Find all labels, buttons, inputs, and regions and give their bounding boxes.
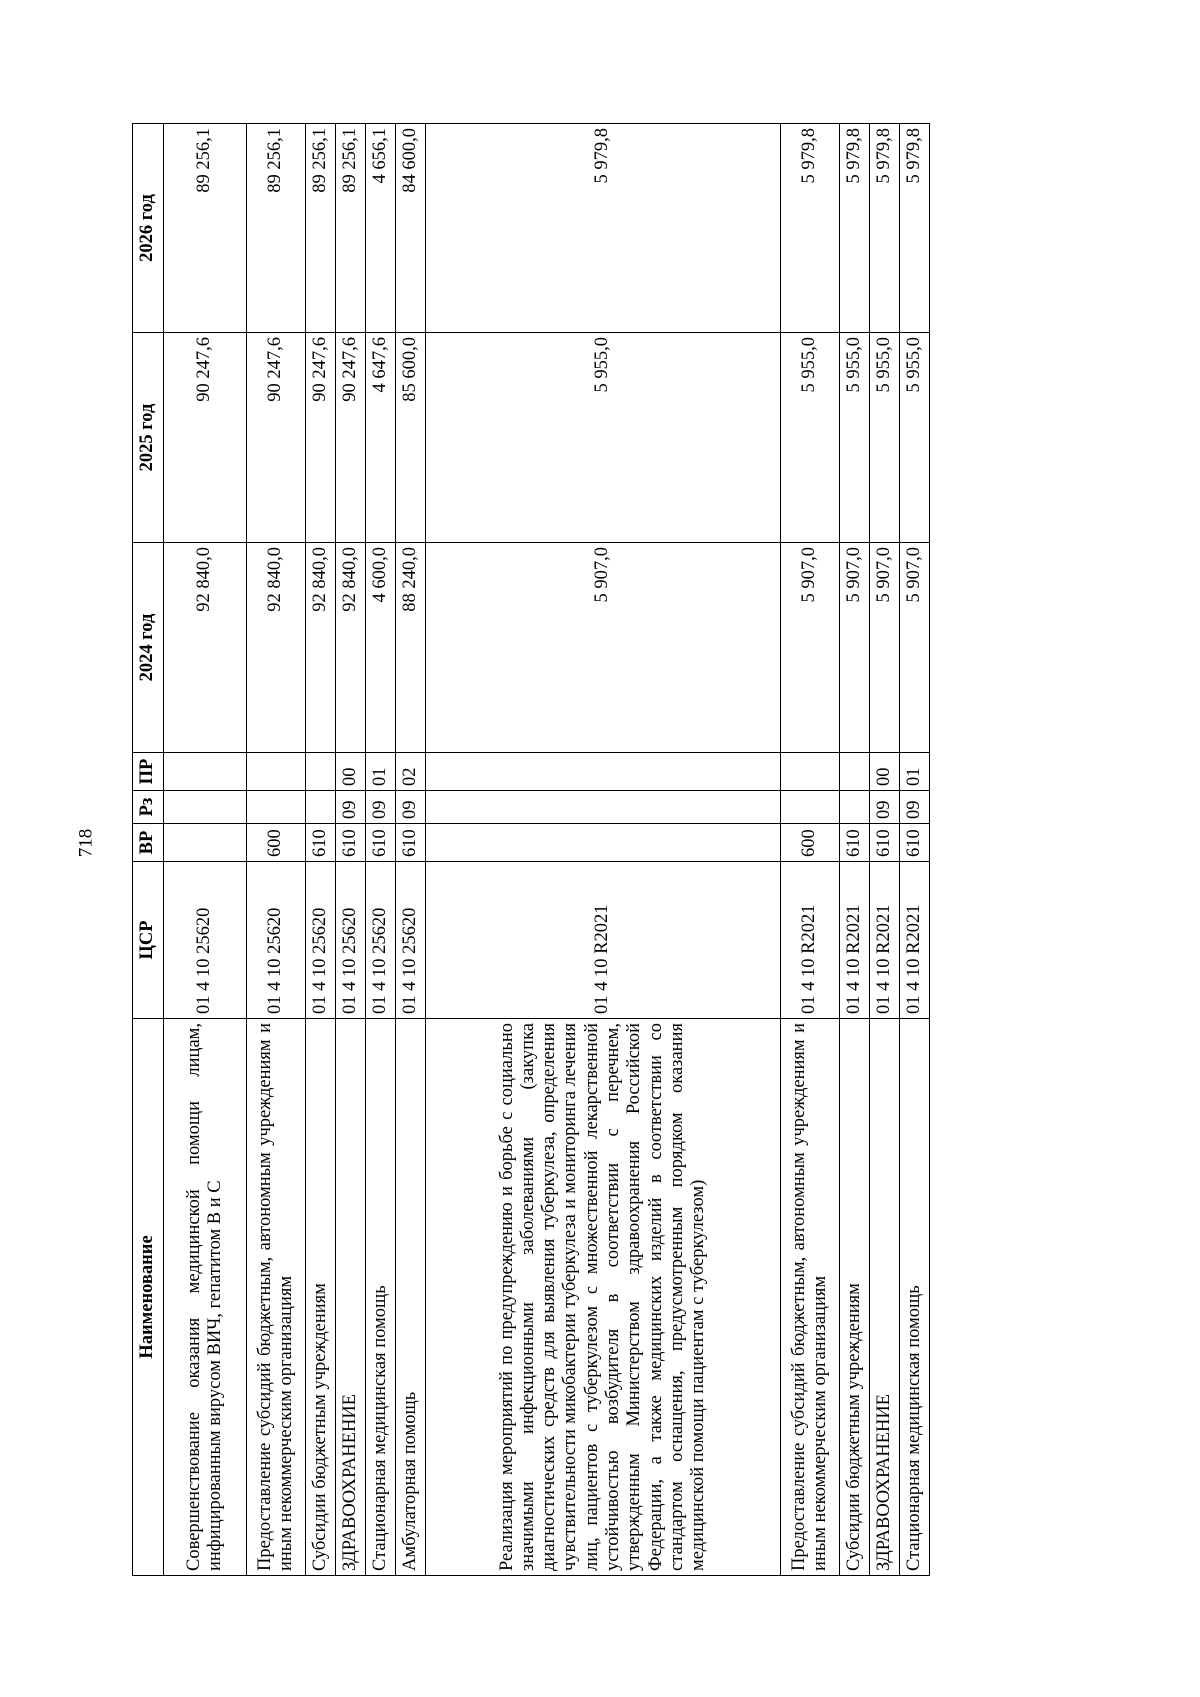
page-number: 718 — [75, 828, 97, 858]
row-2026: 5 979,8 — [870, 124, 900, 333]
table-row — [336, 124, 366, 1576]
row-pr: 01 — [366, 753, 396, 791]
table-row — [164, 124, 247, 1576]
row-csr: 01 4 10 R2021 — [426, 862, 781, 1019]
row-csr: 01 4 10 R2021 — [900, 862, 930, 1019]
row-pr — [306, 753, 336, 791]
table-row — [366, 124, 396, 1576]
row-vr: 610 — [336, 824, 366, 862]
header-2026: 2026 год — [133, 124, 164, 333]
header-name: Наименование — [133, 1019, 164, 1576]
table-row — [870, 124, 900, 1576]
row-vr: 610 — [870, 824, 900, 862]
row-name: Предоставление субсидий бюджетным, автономным учреждениям и иным некоммерческим организациям — [247, 1019, 306, 1576]
row-vr: 610 — [840, 824, 870, 862]
row-vr: 610 — [306, 824, 336, 862]
row-csr: 01 4 10 R2021 — [870, 862, 900, 1019]
row-vr: 610 — [396, 824, 426, 862]
row-2026: 5 979,8 — [426, 124, 781, 333]
row-2024: 92 840,0 — [336, 543, 366, 753]
row-rz: 09 — [366, 791, 396, 824]
row-2024: 88 240,0 — [396, 543, 426, 753]
row-pr — [426, 753, 781, 791]
table-row — [781, 124, 840, 1576]
row-pr: 00 — [336, 753, 366, 791]
row-rz: 09 — [396, 791, 426, 824]
row-vr: 600 — [781, 824, 840, 862]
row-pr: 02 — [396, 753, 426, 791]
row-2026: 4 656,1 — [366, 124, 396, 333]
row-2026: 89 256,1 — [336, 124, 366, 333]
table-row — [247, 124, 306, 1576]
table-row — [840, 124, 870, 1576]
row-2025: 90 247,6 — [306, 333, 336, 543]
row-name: Субсидии бюджетным учреждениям — [840, 1019, 870, 1576]
row-csr: 01 4 10 25620 — [164, 862, 247, 1019]
table-row — [306, 124, 336, 1576]
row-2025: 5 955,0 — [900, 333, 930, 543]
row-vr: 610 — [900, 824, 930, 862]
row-rz: 09 — [900, 791, 930, 824]
row-rz — [426, 791, 781, 824]
row-vr — [164, 824, 247, 862]
row-csr: 01 4 10 R2021 — [840, 862, 870, 1019]
row-2025: 5 955,0 — [426, 333, 781, 543]
row-2024: 92 840,0 — [247, 543, 306, 753]
row-pr — [781, 753, 840, 791]
header-2025: 2025 год — [133, 333, 164, 543]
row-2026: 5 979,8 — [840, 124, 870, 333]
row-2025: 5 955,0 — [781, 333, 840, 543]
row-rz — [164, 791, 247, 824]
row-rz — [781, 791, 840, 824]
row-2024: 5 907,0 — [426, 543, 781, 753]
row-name: ЗДРАВООХРАНЕНИЕ — [336, 1019, 366, 1576]
row-pr: 01 — [900, 753, 930, 791]
row-2025: 90 247,6 — [164, 333, 247, 543]
row-rz — [840, 791, 870, 824]
row-2026: 89 256,1 — [306, 124, 336, 333]
row-2024: 92 840,0 — [164, 543, 247, 753]
row-name: Стационарная медицинская помощь — [900, 1019, 930, 1576]
header-vr: ВР — [133, 824, 164, 862]
row-2024: 5 907,0 — [870, 543, 900, 753]
row-2025: 90 247,6 — [247, 333, 306, 543]
row-vr: 610 — [366, 824, 396, 862]
row-2025: 90 247,6 — [336, 333, 366, 543]
row-2024: 4 600,0 — [366, 543, 396, 753]
row-csr: 01 4 10 25620 — [396, 862, 426, 1019]
row-2024: 92 840,0 — [306, 543, 336, 753]
header-2024: 2024 год — [133, 543, 164, 753]
row-rz — [247, 791, 306, 824]
row-name: Субсидии бюджетным учреждениям — [306, 1019, 336, 1576]
header-pr: ПР — [133, 753, 164, 791]
row-pr: 00 — [870, 753, 900, 791]
row-2026: 5 979,8 — [900, 124, 930, 333]
row-csr: 01 4 10 25620 — [366, 862, 396, 1019]
row-rz — [306, 791, 336, 824]
row-2026: 89 256,1 — [247, 124, 306, 333]
row-2024: 5 907,0 — [781, 543, 840, 753]
row-name: Реализация мероприятий по предупреждению и борьбе с социально значимыми инфекционными заболеваниями (закупка диагностических средств для выявления туберкулеза, определения чувствительности микобактерии туберкулеза и мониторинга лечения лиц, пациентов с туберкулезом с множественной лекарственной устойчивостью возбудителя в соответствии с перечнем, утвержденным Министерством здравоохранения Российской Федерации, а также медицинских изделий в соответствии со стандартом оснащения, предусмотренным порядком оказания медицинской помощи пациентам с туберкулезом) — [426, 1019, 781, 1576]
row-2025: 85 600,0 — [396, 333, 426, 543]
table-header-row — [133, 124, 164, 1576]
row-2025: 5 955,0 — [870, 333, 900, 543]
row-name: ЗДРАВООХРАНЕНИЕ — [870, 1019, 900, 1576]
row-name: Предоставление субсидий бюджетным, автономным учреждениям и иным некоммерческим организациям — [781, 1019, 840, 1576]
row-name: Стационарная медицинская помощь — [366, 1019, 396, 1576]
row-rz: 09 — [870, 791, 900, 824]
row-pr — [840, 753, 870, 791]
row-name: Совершенствование оказания медицинской помощи лицам, инфицированным вирусом ВИЧ, гепатитом В и С — [164, 1019, 247, 1576]
row-csr: 01 4 10 25620 — [306, 862, 336, 1019]
row-2026: 84 600,0 — [396, 124, 426, 333]
row-pr — [247, 753, 306, 791]
row-csr: 01 4 10 R2021 — [781, 862, 840, 1019]
row-pr — [164, 753, 247, 791]
row-name: Амбулаторная помощь — [396, 1019, 426, 1576]
row-csr: 01 4 10 25620 — [247, 862, 306, 1019]
table-row — [900, 124, 930, 1576]
row-csr: 01 4 10 25620 — [336, 862, 366, 1019]
table-row — [396, 124, 426, 1576]
row-2025: 5 955,0 — [840, 333, 870, 543]
row-vr: 600 — [247, 824, 306, 862]
row-2025: 4 647,6 — [366, 333, 396, 543]
header-csr: ЦСР — [133, 862, 164, 1019]
row-vr — [426, 824, 781, 862]
document-page-rotated — [132, 124, 936, 1576]
row-2024: 5 907,0 — [900, 543, 930, 753]
row-2026: 5 979,8 — [781, 124, 840, 333]
row-2026: 89 256,1 — [164, 124, 247, 333]
budget-table — [132, 123, 930, 1576]
row-rz: 09 — [336, 791, 366, 824]
table-row — [426, 124, 781, 1576]
row-2024: 5 907,0 — [840, 543, 870, 753]
header-rz: Рз — [133, 791, 164, 824]
